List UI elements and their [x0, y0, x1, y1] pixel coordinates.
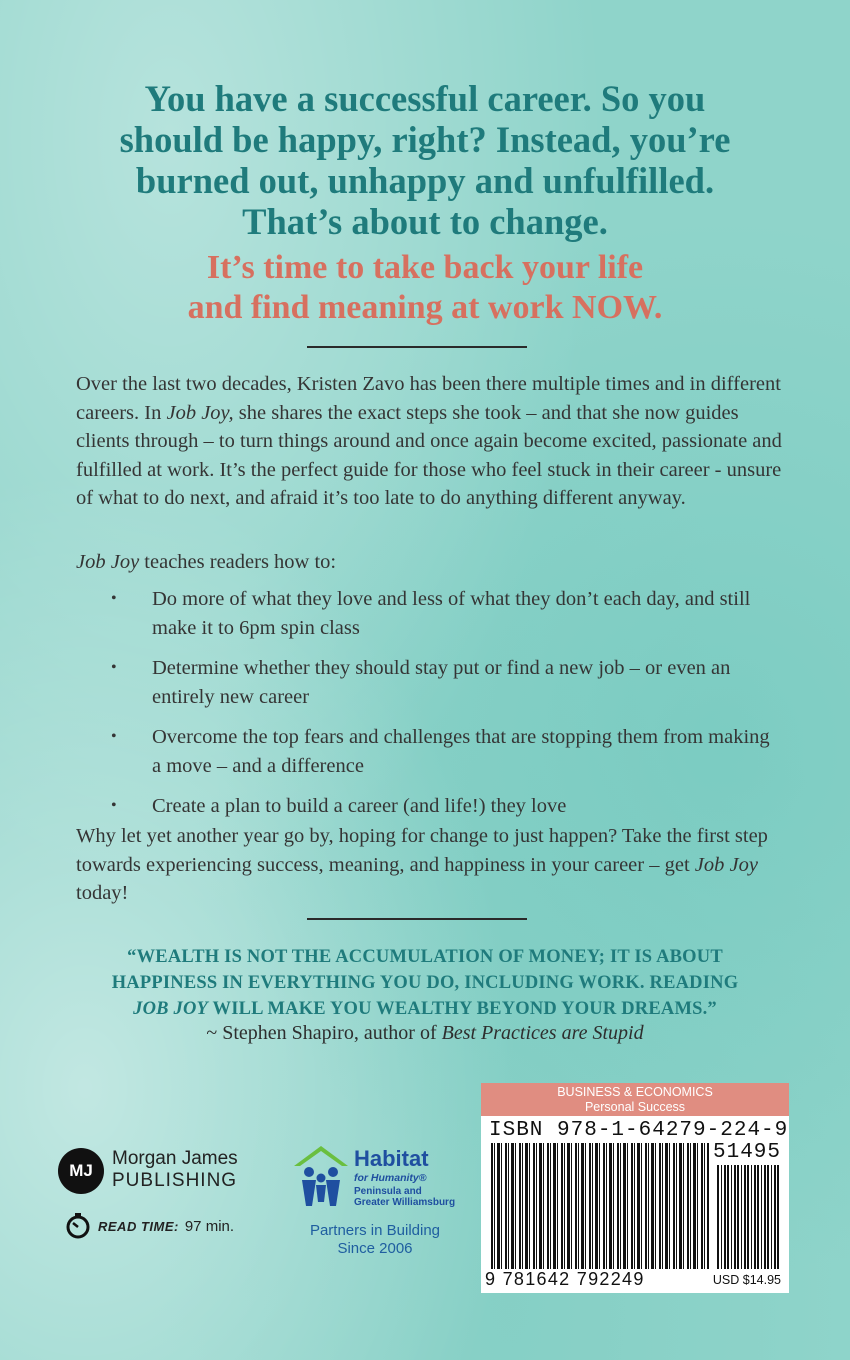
isbn-number: ISBN 978-1-64279-224-9	[489, 1119, 789, 1142]
subhead	[0, 248, 850, 328]
read-time-label: READ TIME:	[98, 1218, 179, 1234]
habitat-chapter	[354, 1186, 484, 1208]
read-time-value: 97 min.	[184, 1217, 235, 1235]
publisher-name-line: PUBLISHING	[112, 1170, 238, 1191]
closing-text: Why let yet another year go by, hoping for change to just happen? Take the first step towards experiencing success, meaning, and happiness in your career – get	[76, 825, 768, 876]
bullet-dot-icon: •	[111, 590, 117, 607]
divider-top	[307, 346, 527, 348]
bullet-text: Do more of what they love and less of what they don’t each day, and still make it to 6pm spin class	[152, 588, 751, 639]
list-item	[76, 792, 776, 821]
intro-paragraph	[76, 370, 796, 513]
habitat-house-icon	[290, 1140, 352, 1210]
headline-line: burned out, unhappy and unfulfilled.	[135, 160, 715, 201]
teaches-line	[76, 548, 796, 577]
list-item	[76, 654, 776, 711]
price-addon-number: 51495	[713, 1141, 782, 1164]
book-title: Job Joy	[76, 551, 140, 573]
book-title: Job Joy,	[166, 401, 234, 424]
bullet-dot-icon: •	[111, 728, 117, 745]
book-title: Best Practices are Stupid	[441, 1022, 644, 1044]
barcode-box	[481, 1083, 789, 1293]
read-time	[64, 1212, 234, 1240]
subhead-line: and find meaning at work NOW.	[187, 289, 663, 326]
subhead-line: It’s time to take back your life	[206, 249, 644, 286]
list-item	[76, 585, 776, 642]
attribution-text: ~ Stephen Shapiro, author of	[206, 1022, 442, 1044]
publisher-name-line: Morgan James	[112, 1148, 238, 1169]
habitat-tagline: for Humanity®	[354, 1172, 427, 1184]
bullet-dot-icon: •	[111, 659, 117, 676]
closing-text: today!	[76, 882, 129, 904]
intro-text: she shares the exact steps she took – and that she now guides clients through – to turn things around and once again become excited, passionate and fulfilled at work. It’s the perfect guide for those who feel stuck in their career - unsure of what to do next, and afraid it’s too late to do anything different anyway.	[76, 401, 782, 509]
endorsement-quote	[0, 944, 850, 1022]
price-label: USD $14.95	[712, 1273, 781, 1287]
book-title: Job Joy	[694, 853, 758, 876]
quote-attribution	[0, 1022, 850, 1045]
habitat-partners-line: Partners in Building	[309, 1222, 441, 1239]
bullet-text: Determine whether they should stay put or find a new job – or even an entirely new career	[152, 657, 731, 708]
habitat-chapter-line: Greater Williamsburg	[354, 1197, 456, 1208]
list-item	[76, 723, 776, 780]
intro-text: Over the last two decades, Kristen Zavo has been there multiple times and in different careers. In	[76, 373, 781, 424]
teaches-text: teaches readers how to:	[139, 551, 337, 573]
bullet-dot-icon: •	[111, 797, 117, 814]
habitat-chapter-line: Peninsula and	[354, 1186, 422, 1197]
bullet-list	[76, 585, 776, 833]
quote-line	[0, 996, 850, 1022]
habitat-partners	[290, 1222, 460, 1258]
habitat-partners-line: Since 2006	[337, 1240, 413, 1257]
headline	[0, 78, 850, 242]
category-band	[481, 1083, 789, 1116]
closing-paragraph	[76, 822, 796, 908]
headline-line: That’s about to change.	[242, 201, 608, 242]
habitat-name: Habitat	[354, 1146, 429, 1171]
headline-line: You have a successful career. So you	[144, 78, 706, 119]
stopwatch-icon	[64, 1212, 92, 1240]
quote-text: WILL MAKE YOU WEALTHY BEYOND YOUR DREAMS.”	[208, 999, 717, 1019]
book-title: JOB JOY	[133, 999, 209, 1019]
publisher-name	[112, 1148, 238, 1192]
bullet-text: Create a plan to build a career (and life!) they love	[152, 795, 567, 817]
quote-line: HAPPINESS IN EVERYTHING YOU DO, INCLUDING WORK. READING	[111, 973, 739, 993]
ean-number: 9 781642 792249	[485, 1269, 645, 1289]
category-line: Personal Success	[584, 1100, 686, 1114]
quote-line: “WEALTH IS NOT THE ACCUMULATION OF MONEY; IT IS ABOUT	[127, 947, 723, 967]
barcode-addon-bars	[717, 1165, 781, 1269]
bullet-text: Overcome the top fears and challenges that are stopping them from making a move – and a difference	[152, 726, 770, 777]
divider-bottom	[307, 918, 527, 920]
morgan-james-logo: MJ	[58, 1148, 104, 1194]
category-line: BUSINESS & ECONOMICS	[557, 1085, 713, 1099]
barcode-bars	[491, 1143, 709, 1269]
headline-line: should be happy, right? Instead, you’re	[119, 119, 731, 160]
